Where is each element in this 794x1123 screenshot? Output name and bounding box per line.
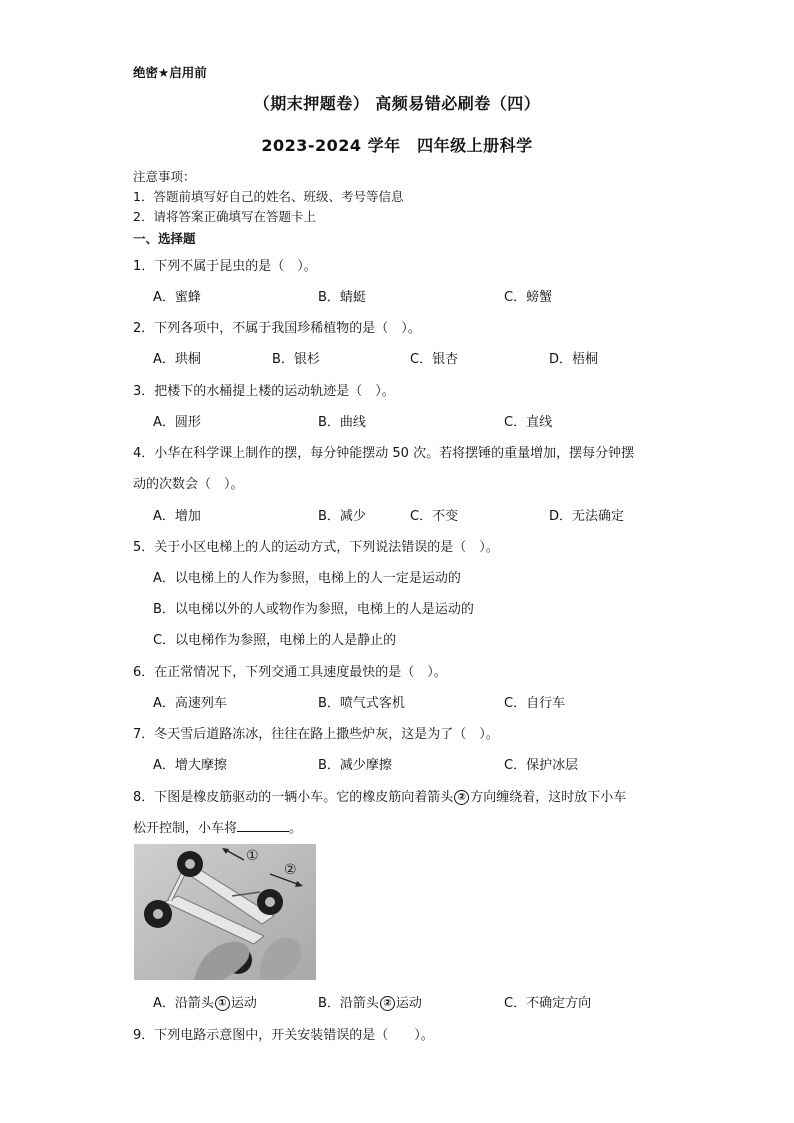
- page-title: （期末押题卷） 高频易错必刷卷（四）: [253, 94, 541, 113]
- question-2-option-b: B．银杉: [272, 352, 320, 367]
- arrow-2-label: ②: [284, 862, 297, 878]
- question-8-stem-part-1: 8．下图是橡皮筋驱动的一辆小车。它的橡皮筋向着箭头: [133, 790, 454, 805]
- question-6-option-c: C．自行车: [504, 696, 566, 711]
- question-5-stem: 5．关于小区电梯上的人的运动方式，下列说法错误的是（ ）。: [133, 540, 499, 555]
- question-1-option-a: A．蜜蜂: [153, 290, 201, 305]
- notes-item-1: 1．答题前填写好自己的姓名、班级、考号等信息: [133, 189, 404, 204]
- wheel-icon: [177, 851, 203, 877]
- question-8-option-b-suffix: 运动: [395, 996, 422, 1011]
- question-4-stem-line-2: 动的次数会（ ）。: [133, 477, 244, 492]
- question-5-option-c: C．以电梯作为参照，电梯上的人是静止的: [153, 633, 397, 648]
- question-2-option-c: C．银杏: [410, 352, 459, 367]
- notes-item-2: 2．请将答案正确填写在答题卡上: [133, 209, 316, 224]
- question-3-option-a: A．圆形: [153, 415, 201, 430]
- answer-blank[interactable]: [237, 819, 289, 832]
- rubber-band-car-figure: [134, 844, 316, 980]
- question-5-option-a: A．以电梯上的人作为参照，电梯上的人一定是运动的: [153, 571, 461, 586]
- question-5-option-b: B．以电梯以外的人或物作为参照，电梯上的人是运动的: [153, 602, 474, 617]
- question-4-option-d: D．无法确定: [549, 509, 625, 524]
- page-subtitle: 2023-2024 学年 四年级上册科学: [261, 136, 533, 155]
- question-4-option-a: A．增加: [153, 509, 201, 524]
- notes-heading: 注意事项：: [133, 169, 196, 184]
- wheel-icon: [144, 900, 172, 928]
- confidential-mark: 绝密★启用前: [133, 65, 207, 80]
- question-3-option-c: C．直线: [504, 415, 553, 430]
- section-heading-choice: 一、选择题: [133, 231, 196, 246]
- question-8-stem-line-2: [133, 817, 302, 836]
- question-8-option-b-prefix: B．沿箭头: [318, 996, 379, 1011]
- question-8-option-c: C．不确定方向: [504, 996, 592, 1011]
- question-1-option-c: C．螃蟹: [504, 290, 553, 305]
- question-4-option-b: B．减少: [318, 509, 366, 524]
- question-3-stem: 3．把楼下的水桶提上楼的运动轨迹是（ ）。: [133, 384, 395, 399]
- circled-one-marker: ①: [215, 996, 230, 1011]
- question-2-option-d: D．梧桐: [549, 352, 599, 367]
- question-8-stem-part-3: 松开控制，小车将: [133, 821, 238, 836]
- question-8-stem-part-2: 方向缠绕着，这时放下小车: [470, 790, 627, 805]
- question-1-option-b: B．蜻蜓: [318, 290, 366, 305]
- question-6-option-a: A．高速列车: [153, 696, 227, 711]
- question-8-option-b: [318, 992, 422, 1011]
- circled-two-marker: ②: [380, 996, 395, 1011]
- question-8-stem-line-1: [133, 786, 626, 805]
- question-8-option-a-prefix: A．沿箭头: [153, 996, 214, 1011]
- question-8-option-a-suffix: 运动: [230, 996, 257, 1011]
- question-6-stem: 6．在正常情况下，下列交通工具速度最快的是（ ）。: [133, 665, 447, 680]
- question-7-option-a: A．增大摩擦: [153, 758, 227, 773]
- wheel-icon: [257, 889, 283, 915]
- question-7-option-b: B．减少摩擦: [318, 758, 392, 773]
- question-4-stem-line-1: 4．小华在科学课上制作的摆，每分钟能摆动 50 次。若将摆锤的重量增加，摆每分钟摆: [133, 446, 635, 461]
- question-8-stem-end: 。: [289, 821, 303, 836]
- question-8-option-a: [153, 992, 257, 1011]
- question-6-option-b: B．喷气式客机: [318, 696, 405, 711]
- circled-two-marker: ②: [454, 790, 469, 805]
- question-7-stem: 7．冬天雪后道路冻冰，往往在路上撒些炉灰，这是为了（ ）。: [133, 727, 499, 742]
- question-4-option-c: C．不变: [410, 509, 459, 524]
- question-9-stem: 9．下列电路示意图中，开关安装错误的是（ ）。: [133, 1028, 434, 1043]
- question-1-stem: 1．下列不属于昆虫的是（ ）。: [133, 259, 317, 274]
- arrow-1-label: ①: [246, 848, 259, 864]
- question-3-option-b: B．曲线: [318, 415, 366, 430]
- question-2-option-a: A．珙桐: [153, 352, 201, 367]
- question-2-stem: 2．下列各项中，不属于我国珍稀植物的是（ ）。: [133, 321, 421, 336]
- question-7-option-c: C．保护冰层: [504, 758, 579, 773]
